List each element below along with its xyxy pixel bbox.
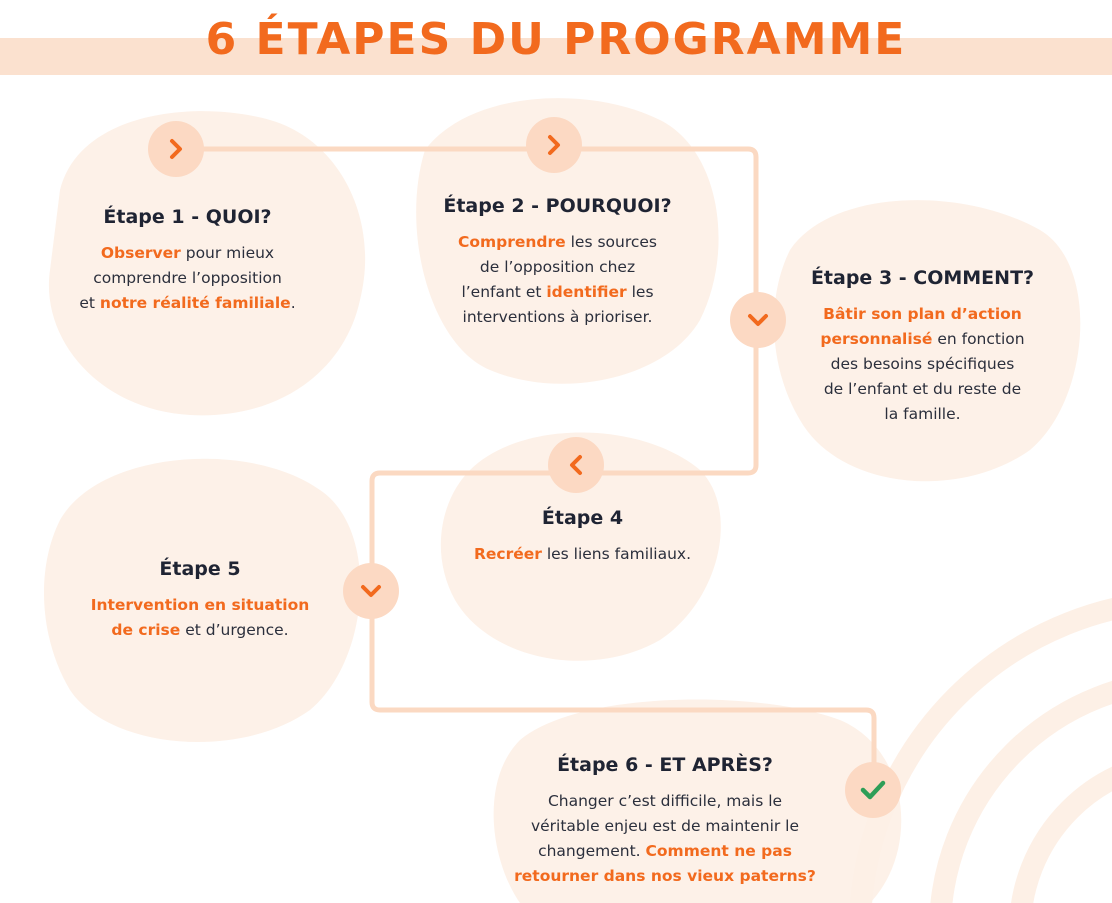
highlight: personnalisé (820, 330, 933, 348)
step-6 (490, 753, 840, 889)
step-description (490, 789, 840, 889)
highlight: de crise (111, 621, 181, 639)
text: la famille. (884, 405, 961, 423)
node-5 (343, 563, 399, 619)
highlight: Bâtir son plan d’action (823, 305, 1022, 323)
text: et d’urgence. (180, 621, 289, 639)
step-title: Étape 4 (541, 507, 624, 529)
chevron-left-icon (565, 454, 587, 476)
chevron-down-icon (360, 580, 382, 602)
line (93, 269, 282, 287)
step-title: Étape 3 - COMMENT? (810, 267, 1035, 289)
highlight: Intervention en situation (90, 596, 310, 614)
text: et (79, 294, 100, 312)
text: changement. (538, 842, 646, 860)
text: interventions à prioriser. (462, 308, 653, 326)
line (458, 233, 657, 251)
line (79, 294, 295, 312)
line (831, 355, 1015, 373)
highlight: Observer (100, 244, 181, 262)
line (548, 792, 782, 810)
line (820, 330, 1024, 348)
text: pour mieux (180, 244, 275, 262)
line (514, 867, 816, 885)
line (461, 283, 653, 301)
text: des besoins spécifiques (830, 355, 1015, 373)
node-2 (526, 117, 582, 173)
highlight: Comment ne pas (645, 842, 792, 860)
line (91, 596, 310, 614)
step-description (450, 542, 715, 567)
node-6 (845, 762, 901, 818)
text: les liens familiaux. (541, 545, 692, 563)
node-4 (548, 437, 604, 493)
step-title: Étape 2 - POURQUOI? (443, 195, 672, 217)
highlight: Comprendre (457, 233, 566, 251)
line (823, 305, 1022, 323)
line (531, 817, 799, 835)
step-5 (65, 557, 335, 643)
step-2 (420, 194, 695, 330)
highlight: notre réalité familiale (99, 294, 291, 312)
step-title: Étape 6 - ET APRÈS? (557, 754, 773, 776)
line (538, 842, 792, 860)
decor-arc-1 (1020, 760, 1112, 903)
text: véritable enjeu est de maintenir le (530, 817, 800, 835)
text: les sources (565, 233, 658, 251)
text: de l’opposition chez (479, 258, 636, 276)
line (824, 380, 1021, 398)
node-1 (148, 121, 204, 177)
highlight: retourner dans nos vieux paterns? (514, 867, 816, 885)
chevron-right-icon (543, 134, 565, 156)
chevron-down-icon (747, 309, 769, 331)
step-description (790, 302, 1055, 427)
text: de l’enfant et du reste de (823, 380, 1022, 398)
step-3 (790, 266, 1055, 427)
line (474, 545, 691, 563)
text: . (290, 294, 296, 312)
line (101, 244, 274, 262)
text: comprendre l’opposition (93, 269, 282, 287)
line (111, 621, 288, 639)
step-description (420, 230, 695, 330)
step-description (60, 241, 315, 316)
step-4 (450, 506, 715, 567)
line (463, 308, 653, 326)
step-1 (60, 205, 315, 316)
decor-arc-3 (860, 600, 1112, 903)
text: l’enfant et (461, 283, 547, 301)
line (480, 258, 635, 276)
text: les (626, 283, 654, 301)
page-title: 6 ÉTAPES DU PROGRAMME (205, 14, 907, 65)
node-3 (730, 292, 786, 348)
text: Changer c’est difficile, mais le (547, 792, 783, 810)
highlight: Recréer (473, 545, 542, 563)
check-icon (860, 779, 886, 801)
step-title: Étape 1 - QUOI? (103, 206, 272, 228)
step-title: Étape 5 (159, 558, 241, 580)
step-description (65, 593, 335, 643)
line (884, 405, 960, 423)
chevron-right-icon (165, 138, 187, 160)
text: en fonction (932, 330, 1025, 348)
highlight: identifier (546, 283, 627, 301)
